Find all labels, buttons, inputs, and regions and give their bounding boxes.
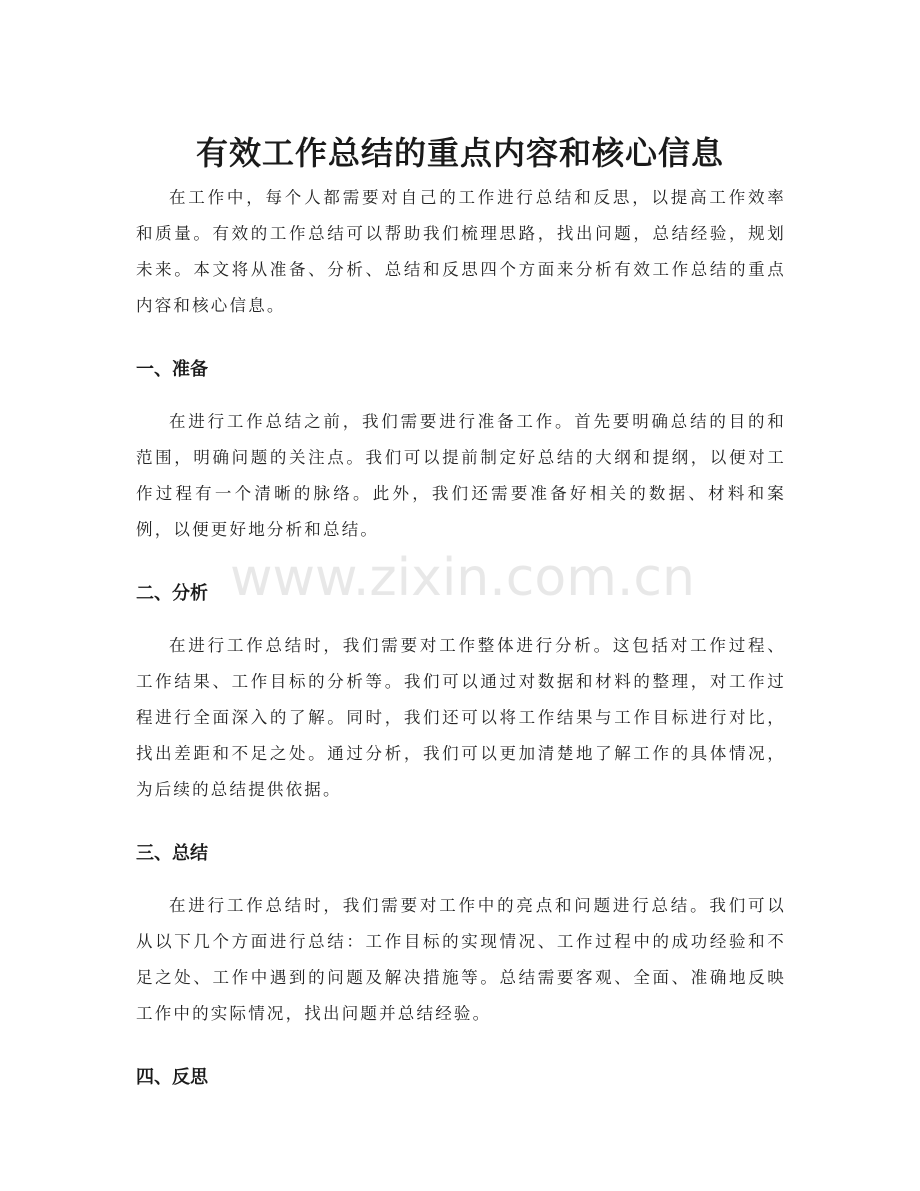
section-heading-summary: 三、总结 (136, 843, 208, 864)
section-heading-reflection: 四、反思 (136, 1067, 208, 1088)
intro-paragraph: 在工作中，每个人都需要对自己的工作进行总结和反思，以提高工作效率和质量。有效的工作总结可以帮助我们梳理思路，找出问题，总结经验，规划未来。本文将从准备、分析、总结和反思四个方面来分析有效工作总结的重点内容和核心信息。 (136, 188, 786, 315)
document-body (136, 180, 786, 1096)
section-heading-analysis: 二、分析 (136, 583, 208, 604)
watermark-text: www.zixin.com.cn (230, 548, 695, 608)
section-body-analysis: 在进行工作总结时，我们需要对工作整体进行分析。这包括对工作过程、工作结果、工作目标的分析等。我们可以通过对数据和材料的整理，对工作过程进行全面深入的了解。同时，我们还可以将工作结果与工作目标进行对比，找出差距和不足之处。通过分析，我们可以更加清楚地了解工作的具体情况，为后续的总结提供依据。 (136, 636, 786, 799)
section-body-prepare: 在进行工作总结之前，我们需要进行准备工作。首先要明确总结的目的和范围，明确问题的关注点。我们可以提前制定好总结的大纲和提纲，以便对工作过程有一个清晰的脉络。此外，我们还需要准备好相关的数据、材料和案例，以便更好地分析和总结。 (136, 412, 786, 539)
page-title: 有效工作总结的重点内容和核心信息 (195, 134, 724, 173)
section-body-summary: 在进行工作总结时，我们需要对工作中的亮点和问题进行总结。我们可以从以下几个方面进行总结：工作目标的实现情况、工作过程中的成功经验和不足之处、工作中遇到的问题及解决措施等。总结需要客观、全面、准确地反映工作中的实际情况，找出问题并总结经验。 (136, 896, 786, 1023)
section-heading-prepare: 一、准备 (136, 359, 208, 380)
